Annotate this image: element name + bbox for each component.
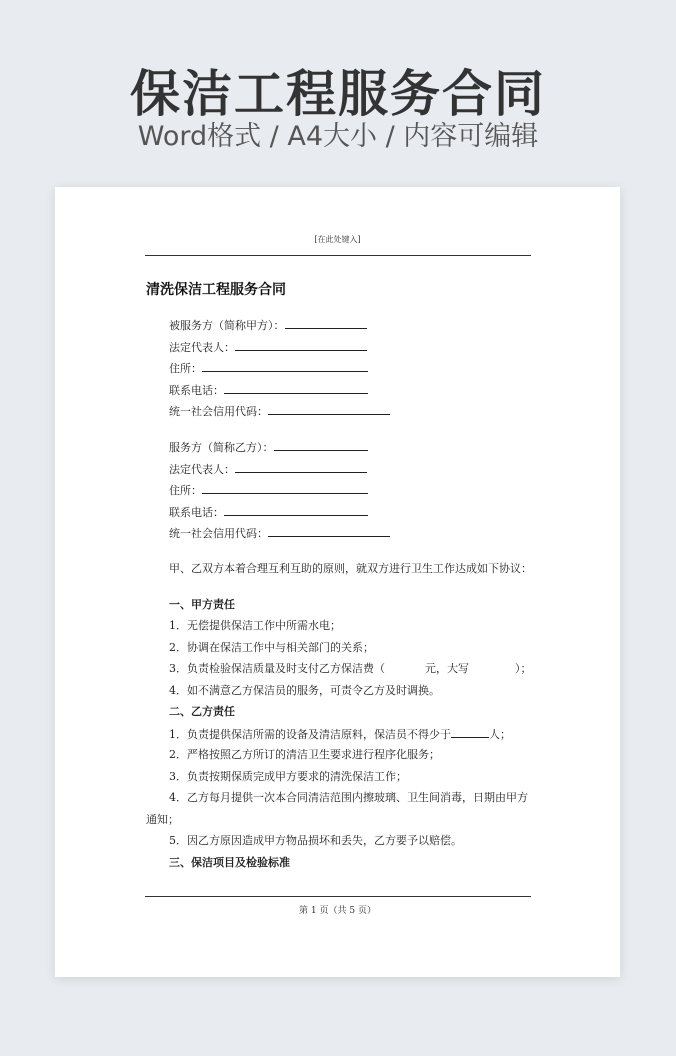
section-2-item-1-end: 人； bbox=[489, 728, 511, 741]
party-a-name-label: 被服务方（简称甲方）： bbox=[169, 319, 285, 332]
section-3-heading: 三、保洁项目及检验标准 bbox=[169, 856, 290, 869]
header-rule bbox=[145, 255, 531, 256]
section-2-item-1 bbox=[169, 727, 511, 742]
section-1-item-1: 1．无偿提供保洁工作中所需水电； bbox=[169, 619, 341, 632]
party-b-rep-blank[interactable] bbox=[235, 462, 367, 473]
section-2-item-4-line-2: 通知； bbox=[146, 813, 179, 826]
section-2-item-4-line-1: 4．乙方每月提供一次本合同清洁范围内擦玻璃、卫生间消毒，日期由甲方 bbox=[169, 791, 528, 804]
party-b-phone-blank[interactable] bbox=[224, 505, 368, 516]
party-a-phone-blank[interactable] bbox=[224, 383, 368, 394]
fee-unit-label: 元，大写 bbox=[425, 662, 469, 675]
party-a-rep-label: 法定代表人： bbox=[169, 341, 235, 354]
section-2-item-3: 3．负责按期保质完成甲方要求的清洗保洁工作； bbox=[169, 770, 407, 783]
party-b-address-field bbox=[169, 483, 368, 498]
page-footer: 第 1 页（共 5 页） bbox=[299, 906, 376, 916]
party-a-credit-field bbox=[169, 404, 390, 419]
section-1-heading: 一、甲方责任 bbox=[169, 598, 235, 611]
footer-rule bbox=[145, 896, 531, 897]
document-page bbox=[55, 187, 620, 977]
party-a-address-blank[interactable] bbox=[202, 361, 368, 372]
party-b-rep-label: 法定代表人： bbox=[169, 463, 235, 476]
party-b-name-blank[interactable] bbox=[274, 440, 368, 451]
section-1-item-4: 4．如不满意乙方保洁员的服务，可责令乙方及时调换。 bbox=[169, 684, 440, 697]
party-b-address-label: 住所： bbox=[169, 484, 202, 497]
party-a-phone-field bbox=[169, 383, 368, 398]
party-a-credit-label: 统一社会信用代码： bbox=[169, 405, 268, 418]
section-2-heading: 二、乙方责任 bbox=[169, 705, 235, 718]
intro-paragraph: 甲、乙双方本着合理互利互助的原则，就双方进行卫生工作达成如下协议： bbox=[169, 562, 532, 575]
party-b-address-blank[interactable] bbox=[202, 483, 368, 494]
document-title: 清洗保洁工程服务合同 bbox=[146, 282, 286, 298]
party-a-name-blank[interactable] bbox=[285, 318, 367, 329]
party-b-credit-label: 统一社会信用代码： bbox=[169, 527, 268, 540]
party-b-name-label: 服务方（简称乙方）： bbox=[169, 441, 274, 454]
party-a-phone-label: 联系电话： bbox=[169, 384, 224, 397]
page-header[interactable]: [在此处键入] bbox=[314, 235, 361, 244]
section-2-item-5: 5．因乙方原因造成甲方物品损坏和丢失，乙方要予以赔偿。 bbox=[169, 834, 462, 847]
banner-title: 保洁工程服务合同 bbox=[130, 65, 546, 123]
party-a-name-field bbox=[169, 318, 367, 333]
section-1-item-3-text: 3．负责检验保洁质量及时支付乙方保洁费（ bbox=[169, 662, 385, 675]
party-a-address-field bbox=[169, 361, 368, 376]
party-b-rep-field bbox=[169, 462, 367, 477]
fee-close: ）； bbox=[515, 662, 532, 675]
party-b-credit-field bbox=[169, 526, 390, 541]
banner-subtitle: Word格式 / A4大小 / 内容可编辑 bbox=[137, 121, 539, 152]
section-2-item-2: 2．严格按照乙方所订的清洁卫生要求进行程序化服务； bbox=[169, 748, 440, 761]
staff-count-blank[interactable] bbox=[451, 727, 489, 738]
party-a-credit-blank[interactable] bbox=[268, 404, 390, 415]
section-1-item-2: 2．协调在保洁工作中与相关部门的关系； bbox=[169, 641, 374, 654]
party-b-phone-label: 联系电话： bbox=[169, 506, 224, 519]
party-b-name-field bbox=[169, 440, 368, 455]
section-1-item-3 bbox=[169, 662, 532, 676]
party-b-credit-blank[interactable] bbox=[268, 526, 390, 537]
party-b-phone-field bbox=[169, 505, 368, 520]
party-a-rep-field bbox=[169, 340, 367, 355]
party-a-address-label: 住所： bbox=[169, 362, 202, 375]
section-2-item-1-text: 1．负责提供保洁所需的设备及清洁原料，保洁员不得少于 bbox=[169, 728, 451, 741]
party-a-rep-blank[interactable] bbox=[235, 340, 367, 351]
